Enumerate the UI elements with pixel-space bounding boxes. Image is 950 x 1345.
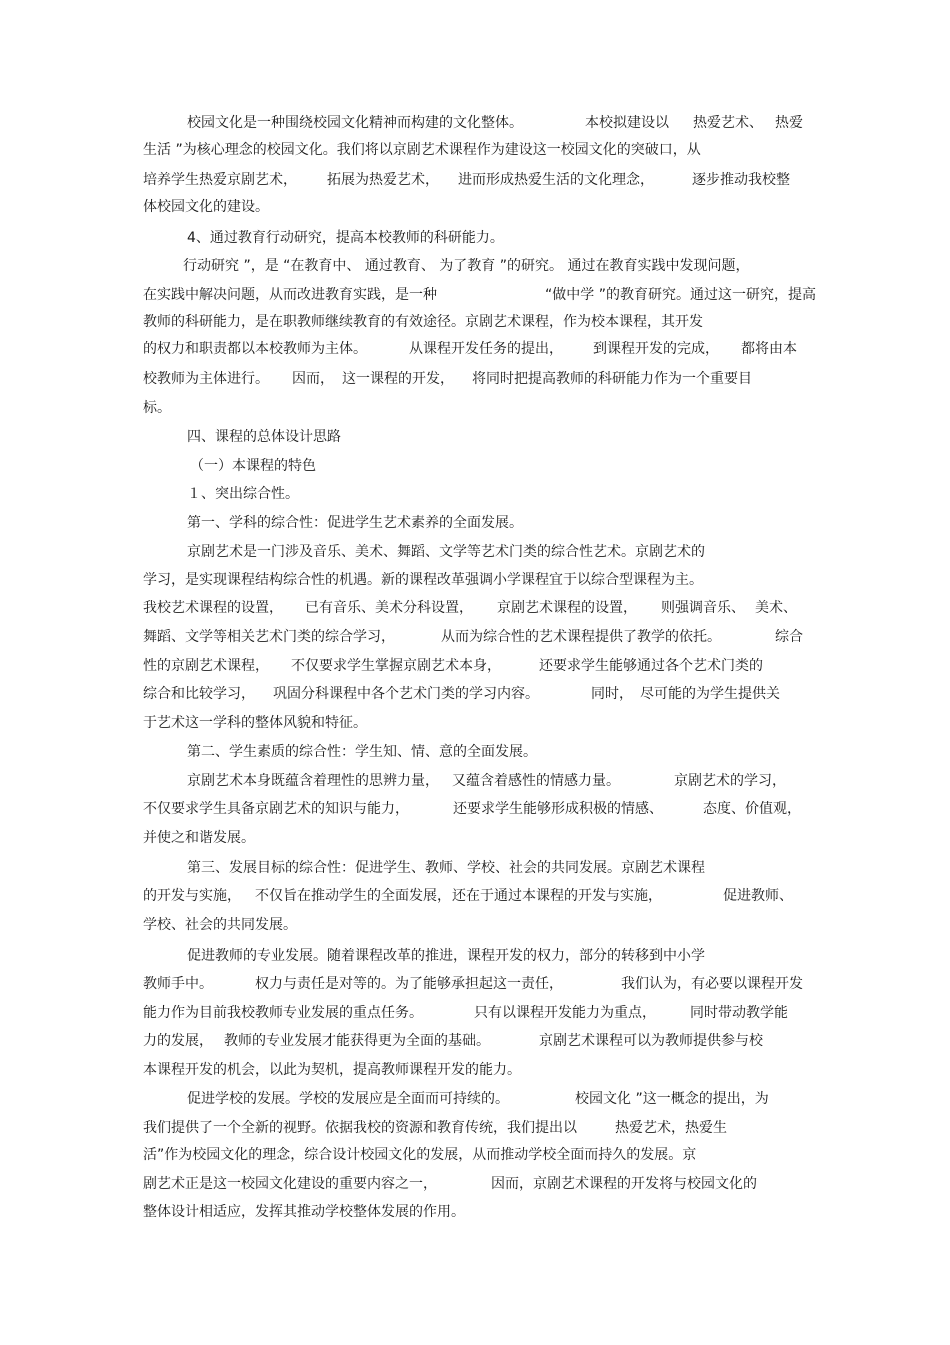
text-line <box>0 139 950 161</box>
text-segment: 则强调音乐、 <box>661 600 745 616</box>
text-segment: 行动研究 ”，是 “在教育中、 通过教育、 为了教育 ”的研究。 通过在教育实践中发现问题， <box>183 258 750 274</box>
text-segment: 将同时把提高教师的科研能力作为一个重要目 <box>472 371 752 387</box>
text-line <box>0 973 950 995</box>
text-segment: 还要求学生能够通过各个艺术门类的 <box>539 658 763 674</box>
text-segment: 校园文化 ”这一概念的提出，为 <box>575 1091 769 1107</box>
text-segment: 已有音乐、美术分科设置， <box>305 600 473 616</box>
text-segment: 能力作为目前我校教师专业发展的重点任务。 <box>143 1005 423 1021</box>
text-segment: “做中学 ”的教育研究。通过这一研究，提高 <box>545 287 816 303</box>
text-segment: 第三、发展目标的综合性：促进学生、教师、学校、社会的共同发展。京剧艺术课程 <box>187 860 705 876</box>
text-line <box>0 541 950 563</box>
text-line <box>0 426 950 448</box>
text-segment: 本校拟建设以 <box>585 115 669 131</box>
text-segment: 综合和比较学习， <box>143 686 255 702</box>
text-segment: 同时带动教学能 <box>690 1005 788 1021</box>
text-segment: 综合 <box>775 629 803 645</box>
text-line <box>0 338 950 360</box>
text-segment: 从课程开发任务的提出， <box>409 341 563 357</box>
text-segment: 我们提供了一个全新的视野。依据我校的资源和教育传统，我们提出以 <box>143 1120 577 1136</box>
text-segment: 尽可能的为学生提供关 <box>640 686 780 702</box>
text-segment: 学校、社会的共同发展。 <box>143 917 297 933</box>
text-segment: 生活 ”为核心理念的校园文化。我们将以京剧艺术课程作为建设这一校园文化的突破口，从 <box>143 142 701 158</box>
text-line <box>0 1173 950 1195</box>
text-line <box>0 284 950 306</box>
text-line <box>0 1144 950 1166</box>
text-segment: 到课程开发的完成， <box>593 341 719 357</box>
text-line <box>0 770 950 792</box>
text-segment: 活”作为校园文化的理念，综合设计校园文化的发展，从而推动学校全面而持久的发展。京 <box>143 1147 697 1163</box>
text-line <box>0 368 950 390</box>
text-line <box>0 857 950 879</box>
text-segment: 巩固分科课程中各个艺术门类的学习内容。 <box>273 686 539 702</box>
text-segment: 本课程开发的机会，以此为契机，提高教师课程开发的能力。 <box>143 1062 521 1078</box>
text-segment: 京剧艺术本身既蕴含着理性的思辨力量， <box>187 773 439 789</box>
text-line <box>0 255 950 277</box>
text-segment: 不仅旨在推动学生的全面发展， <box>255 888 451 904</box>
text-segment: 进而形成热爱生活的文化理念， <box>458 172 654 188</box>
text-segment: 第一、学科的综合性：促进学生艺术素养的全面发展。 <box>187 515 523 531</box>
text-segment: 因而，京剧艺术课程的开发将与校园文化的 <box>491 1176 757 1192</box>
text-line <box>0 1201 950 1223</box>
text-segment: 我们认为，有必要以课程开发 <box>621 976 803 992</box>
text-line <box>0 655 950 677</box>
text-segment: 教师的专业发展才能获得更为全面的基础。 <box>224 1033 490 1049</box>
text-segment: 舞蹈、文学等相关艺术门类的综合学习， <box>143 629 395 645</box>
text-segment: 美术、 <box>755 600 797 616</box>
text-segment: 教师的科研能力，是在职教师继续教育的有效途径。京剧艺术课程，作为校本课程，其开发 <box>143 314 703 330</box>
text-line <box>0 626 950 648</box>
text-segment: 学习，是实现课程结构综合性的机遇。新的课程改革强调小学课程宜于以综合型课程为主。 <box>143 572 703 588</box>
text-segment: 于艺术这一学科的整体风貌和特征。 <box>143 715 367 731</box>
text-segment: 剧艺术正是这一校园文化建设的重要内容之一， <box>143 1176 437 1192</box>
text-segment: 促进教师的专业发展。随着课程改革的推进，课程开发的权力，部分的转移到中小学 <box>187 948 705 964</box>
text-line <box>0 597 950 619</box>
text-segment: 逐步推动我校整 <box>692 172 790 188</box>
text-segment: 京剧艺术课程的设置， <box>497 600 637 616</box>
text-segment: 态度、价值观， <box>703 801 801 817</box>
text-segment: 同时， <box>591 686 633 702</box>
text-line <box>0 569 950 591</box>
text-segment: 力的发展， <box>143 1033 213 1049</box>
text-segment: 京剧艺术课程可以为教师提供参与校 <box>539 1033 763 1049</box>
text-segment: １、突出综合性。 <box>187 486 299 502</box>
text-line <box>0 741 950 763</box>
text-segment: 校园文化是一种围绕校园文化精神而构建的文化整体。 <box>187 115 523 131</box>
text-segment: 性的京剧艺术课程， <box>143 658 269 674</box>
text-line <box>0 683 950 705</box>
text-segment: 促进教师、 <box>723 888 793 904</box>
text-segment: 4、通过教育行动研究，提高本校教师的科研能力。 <box>187 230 504 246</box>
text-segment: 权力与责任是对等的。为了能够承担起这一责任， <box>255 976 563 992</box>
text-line <box>0 827 950 849</box>
text-line <box>0 945 950 967</box>
text-line <box>0 712 950 734</box>
text-line <box>0 1002 950 1024</box>
text-segment: 促进学校的发展。学校的发展应是全面而可持续的。 <box>187 1091 509 1107</box>
text-segment: 京剧艺术是一门涉及音乐、美术、舞蹈、文学等艺术门类的综合性艺术。京剧艺术的 <box>187 544 705 560</box>
text-line <box>0 1059 950 1081</box>
text-segment: 体校园文化的建设。 <box>143 199 269 215</box>
text-segment: 都将由本 <box>741 341 797 357</box>
text-line <box>0 483 950 505</box>
text-line <box>0 311 950 333</box>
text-segment: 不仅要求学生掌握京剧艺术本身， <box>291 658 501 674</box>
text-line <box>0 227 950 249</box>
text-line <box>0 1030 950 1052</box>
text-segment: 教师手中。 <box>143 976 213 992</box>
text-segment: 这一课程的开发， <box>342 371 454 387</box>
text-segment: 拓展为热爱艺术， <box>327 172 439 188</box>
text-segment: 并使之和谐发展。 <box>143 830 255 846</box>
text-segment: 在实践中解决问题，从而改进教育实践，是一种 <box>143 287 437 303</box>
text-segment: 只有以课程开发能力为重点， <box>474 1005 656 1021</box>
text-segment: 的权力和职责都以本校教师为主体。 <box>143 341 367 357</box>
text-segment: 从而为综合性的艺术课程提供了教学的依托。 <box>441 629 721 645</box>
text-segment: 热爱艺术、 <box>693 115 763 131</box>
text-segment: 不仅要求学生具备京剧艺术的知识与能力， <box>143 801 409 817</box>
text-segment: 还要求学生能够形成积极的情感、 <box>453 801 663 817</box>
text-segment: 第二、学生素质的综合性：学生知、情、意的全面发展。 <box>187 744 537 760</box>
text-line <box>0 885 950 907</box>
text-segment: 因而， <box>292 371 334 387</box>
text-line <box>0 512 950 534</box>
text-line <box>0 798 950 820</box>
text-line <box>0 169 950 191</box>
text-segment: 还在于通过本课程的开发与实施， <box>452 888 662 904</box>
text-line <box>0 196 950 218</box>
text-line <box>0 1088 950 1110</box>
text-segment: 四、课程的总体设计思路 <box>187 429 341 445</box>
text-segment: 又蕴含着感性的情感力量。 <box>452 773 620 789</box>
text-line <box>0 914 950 936</box>
text-segment: 我校艺术课程的设置， <box>143 600 283 616</box>
text-segment: 培养学生热爱京剧艺术， <box>143 172 297 188</box>
text-segment: 热爱 <box>775 115 803 131</box>
text-segment: 热爱艺术，热爱生 <box>615 1120 727 1136</box>
text-segment: 的开发与实施， <box>143 888 241 904</box>
text-line <box>0 455 950 477</box>
text-segment: （一）本课程的特色 <box>190 458 316 474</box>
text-segment: 整体设计相适应，发挥其推动学校整体发展的作用。 <box>143 1204 465 1220</box>
text-line <box>0 1117 950 1139</box>
text-segment: 标。 <box>143 400 171 416</box>
text-segment: 京剧艺术的学习， <box>674 773 786 789</box>
text-line <box>0 112 950 134</box>
text-segment: 校教师为主体进行。 <box>143 371 269 387</box>
text-line <box>0 397 950 419</box>
